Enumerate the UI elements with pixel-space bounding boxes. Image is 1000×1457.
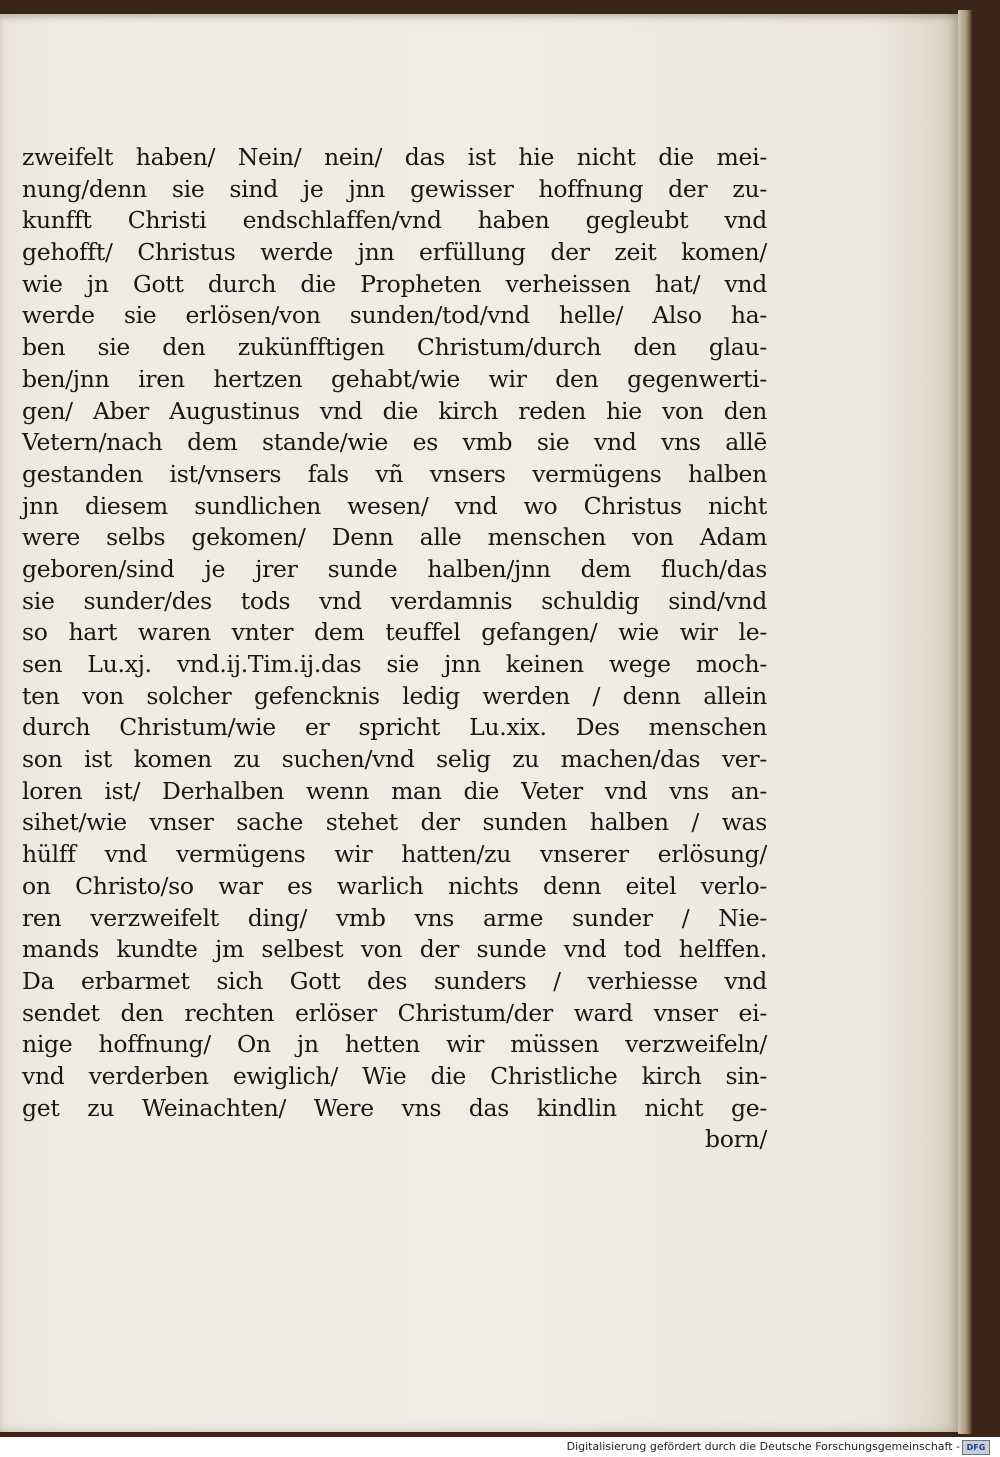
- text-line: gehofft/ Christus werde jnn erfüllung der zeit komen/: [22, 238, 767, 267]
- text-line: sihet/wie vnser sache stehet der sunden halben / was: [22, 808, 767, 837]
- text-line: vnd verderben ewiglich/ Wie die Christliche kirch sin-: [22, 1061, 767, 1090]
- text-line: ben/jnn iren hertzen gehabt/wie wir den gegenwerti-: [22, 364, 767, 393]
- catchword-line: born/: [705, 1125, 767, 1154]
- text-line: were selbs gekomen/ Denn alle menschen von Adam: [22, 523, 767, 552]
- text-line: get zu Weinachten/ Were vns das kindlin nicht ge-: [22, 1093, 767, 1122]
- text-line: on Christo/so war es warlich nichts denn eitel verlo-: [22, 871, 767, 900]
- text-line: sendet den rechten erlöser Christum/der ward vnser ei-: [22, 998, 767, 1027]
- funding-credit-text: Digitalisierung gefördert durch die Deutsche Forschungsgemeinschaft -: [566, 1440, 960, 1453]
- digitization-footer: [0, 1437, 1000, 1457]
- text-line: Vetern/nach dem stande/wie es vmb sie vnd vns allē: [22, 428, 767, 457]
- text-line: gen/ Aber Augustinus vnd die kirch reden hie von den: [22, 396, 767, 425]
- text-line: gestanden ist/vnsers fals vñ vnsers vermügens halben: [22, 459, 767, 488]
- text-line: ren verzweifelt ding/ vmb vns arme sunder / Nie-: [22, 903, 767, 932]
- text-line: loren ist/ Derhalben wenn man die Veter vnd vns an-: [22, 776, 767, 805]
- page-text-block: [22, 142, 767, 1156]
- text-line: jnn diesem sundlichen wesen/ vnd wo Christus nicht: [22, 491, 767, 520]
- text-line: Da erbarmet sich Gott des sunders / verhiesse vnd: [22, 966, 767, 995]
- text-line: sen Lu.xj. vnd.ij.Tim.ij.das sie jnn keinen wege moch-: [22, 650, 767, 678]
- text-line: kunfft Christi endschlaffen/vnd haben gegleubt vnd: [22, 206, 767, 235]
- text-line: wie jn Gott durch die Propheten verheissen hat/ vnd: [22, 269, 767, 298]
- dfg-logo-icon: DFG: [962, 1440, 990, 1455]
- text-line: ben sie den zukünfftigen Christum/durch den glau-: [22, 333, 767, 362]
- text-line: ten von solcher gefencknis ledig werden / denn allein: [22, 681, 767, 710]
- text-line: zweifelt haben/ Nein/ nein/ das ist hie nicht die mei-: [22, 143, 767, 171]
- text-line: geboren/sind je jrer sunde halben/jnn dem fluch/das: [22, 554, 767, 583]
- text-line: hülff vnd vermügens wir hatten/zu vnserer erlösung/: [22, 840, 767, 869]
- text-line: so hart waren vnter dem teuffel gefangen/ wie wir le-: [22, 618, 767, 647]
- text-line: durch Christum/wie er spricht Lu.xix. Des menschen: [22, 713, 767, 742]
- text-line: sie sunder/des tods vnd verdamnis schuldig sind/vnd: [22, 586, 767, 615]
- text-line: son ist komen zu suchen/vnd selig zu machen/das ver-: [22, 745, 767, 774]
- text-line: mands kundte jm selbest von der sunde vnd tod helffen.: [22, 935, 767, 964]
- text-line: nige hoffnung/ On jn hetten wir müssen verzweifeln/: [22, 1030, 767, 1059]
- text-line: nung/denn sie sind je jnn gewisser hoffnung der zu-: [22, 174, 767, 203]
- paper-page: [0, 14, 958, 1432]
- text-line: werde sie erlösen/von sunden/tod/vnd helle/ Also ha-: [22, 301, 767, 330]
- page-edge-shadow: [958, 10, 972, 1434]
